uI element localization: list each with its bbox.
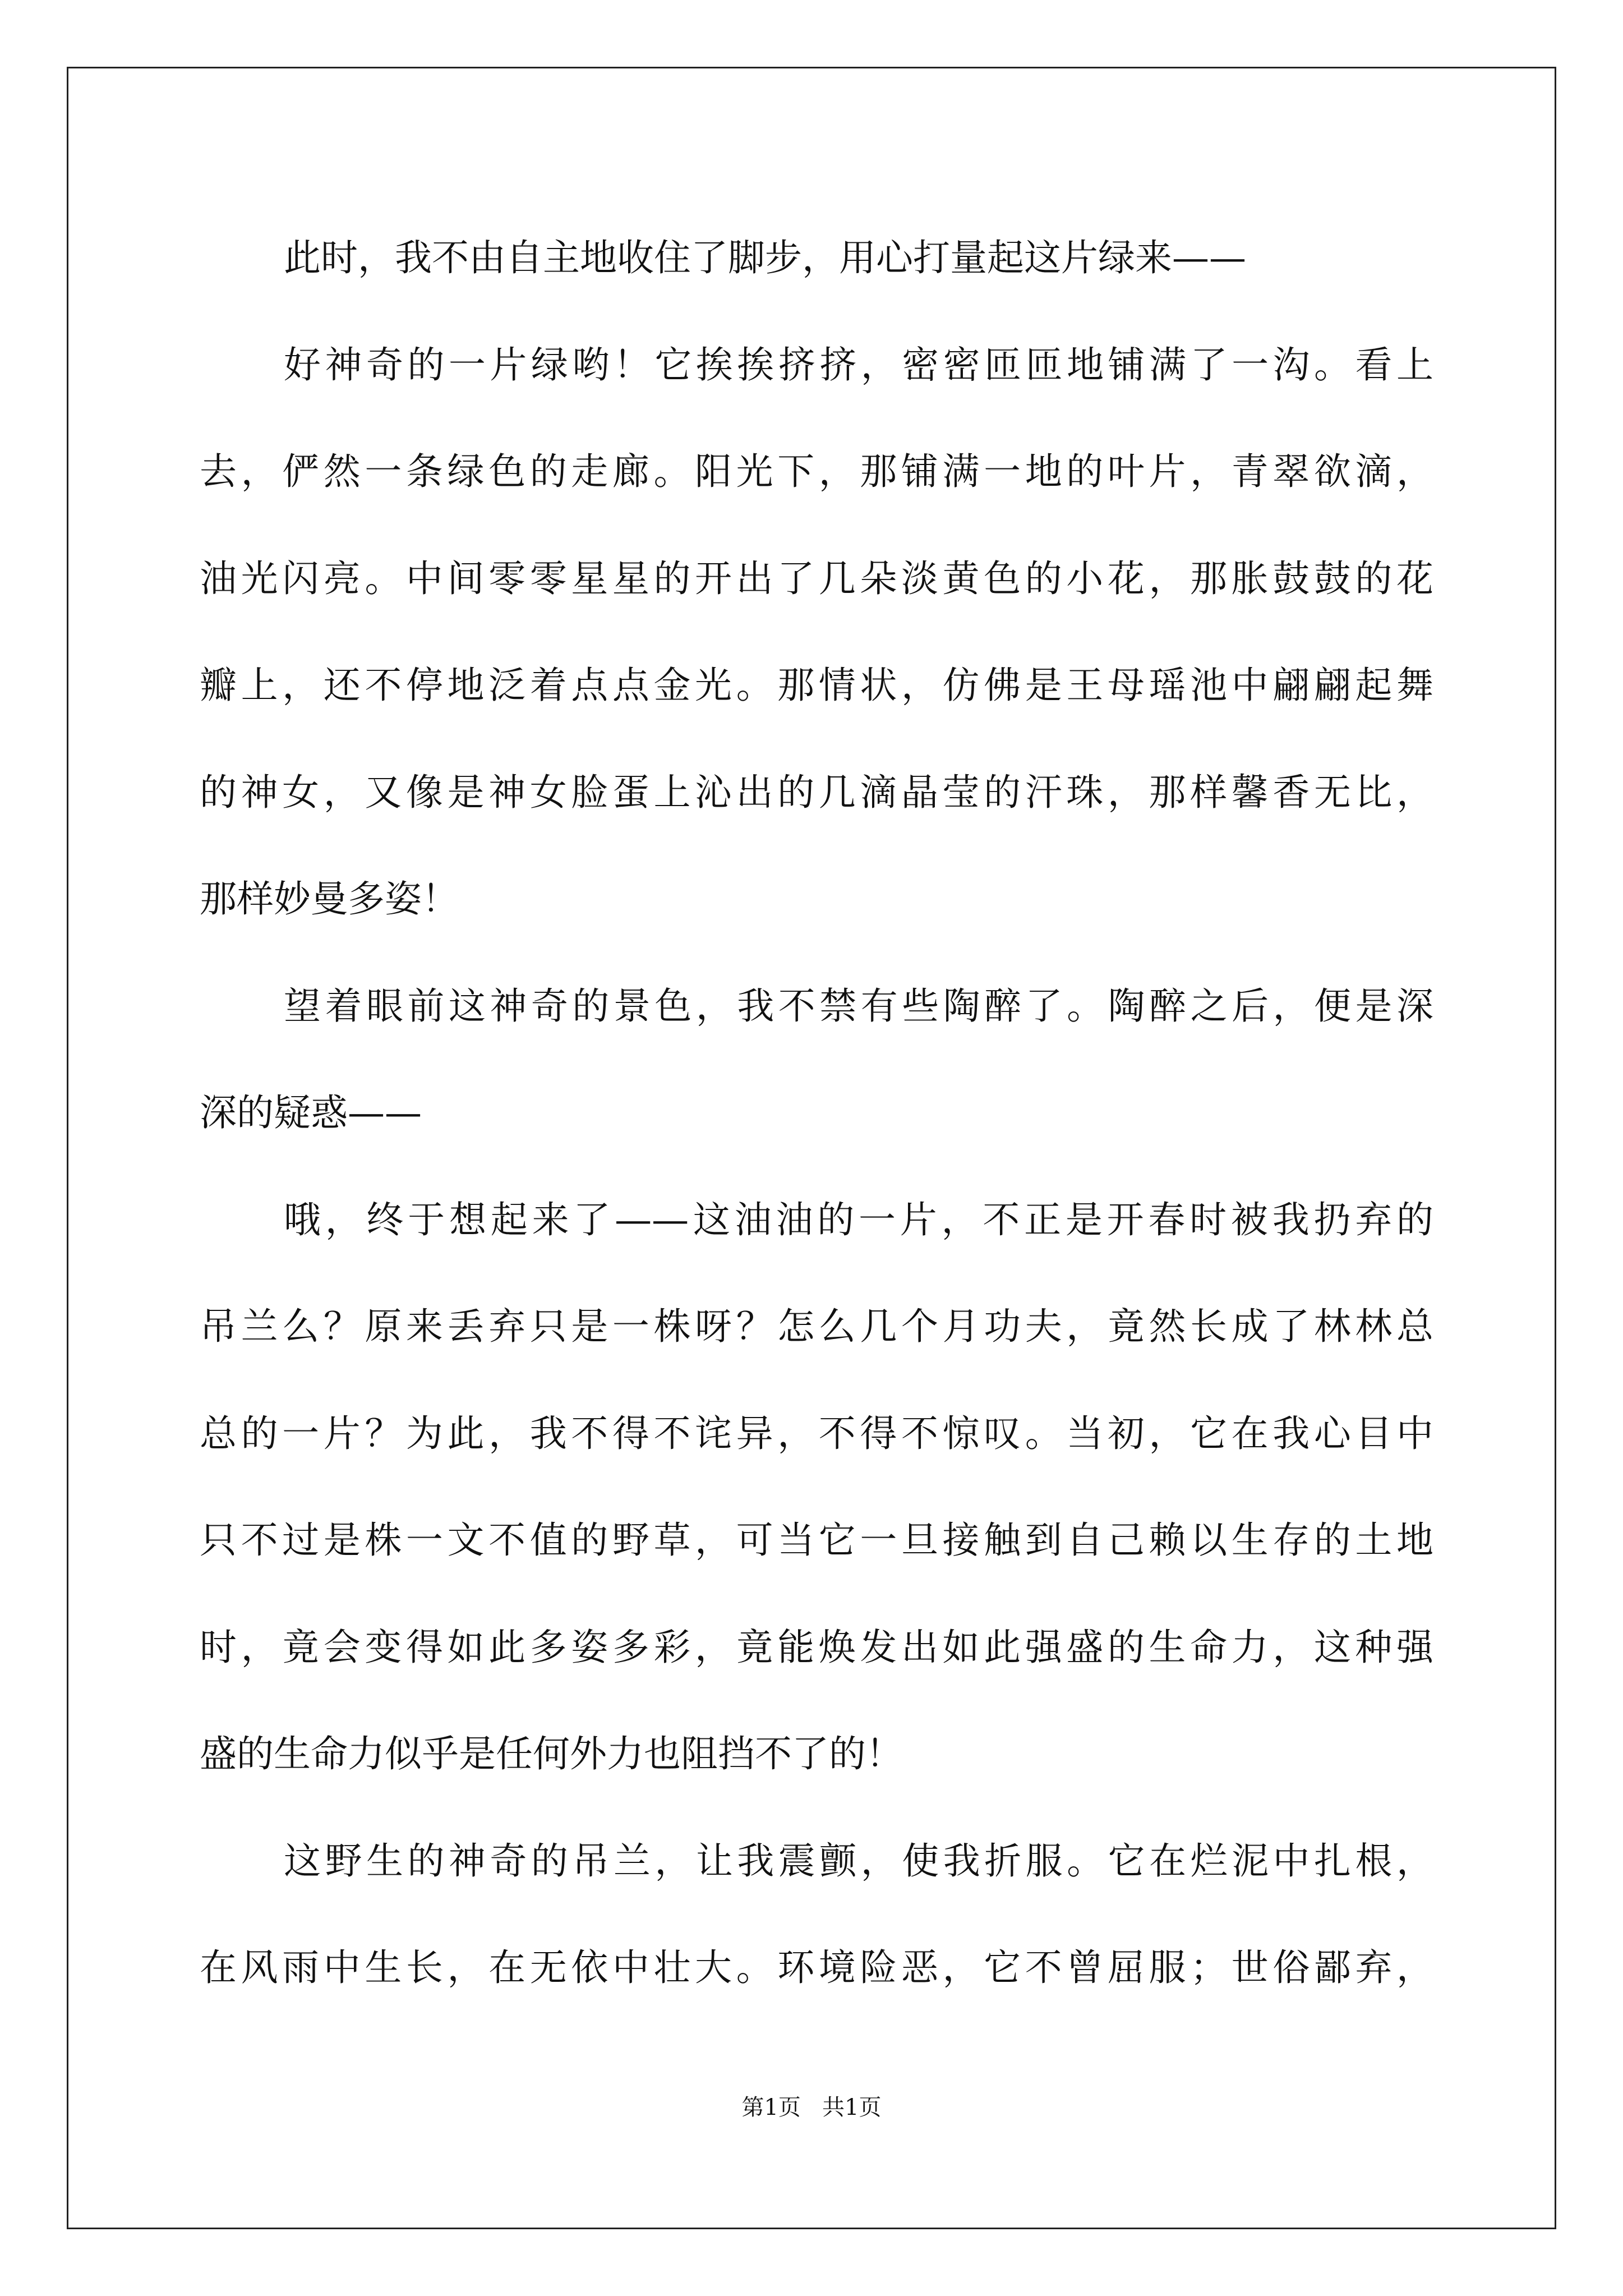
text-line: 的神女，又像是神女脸蛋上沁出的几滴晶莹的汗珠，那样馨香无比，: [200, 770, 1433, 814]
text-line: 在风雨中生长，在无依中壮大。环境险恶，它不曾屈服；世俗鄙弃，: [200, 1946, 1433, 1989]
text-line: 总的一片？为此，我不得不诧异，不得不惊叹。当初，它在我心目中: [200, 1411, 1433, 1455]
text-line: 这野生的神奇的吊兰，让我震颤，使我折服。它在烂泥中扎根，: [284, 1839, 1433, 1883]
text-line: 此时，我不由自主地收住了脚步，用心打量起这片绿来——: [284, 236, 1246, 279]
text-line: 望着眼前这神奇的景色，我不禁有些陶醉了。陶醉之后，便是深: [284, 984, 1433, 1028]
text-line: 去，俨然一条绿色的走廊。阳光下，那铺满一地的叶片，青翠欲滴，: [200, 450, 1433, 493]
text-line: 瓣上，还不停地泛着点点金光。那情状，仿佛是王母瑶池中翩翩起舞: [200, 664, 1433, 707]
body-text: [200, 205, 1433, 2022]
text-line: 哦，终于想起来了——这油油的一片，不正是开春时被我扔弃的: [284, 1198, 1433, 1241]
text-line: 吊兰么？原来丢弃只是一株呀？怎么几个月功夫，竟然长成了林林总: [200, 1305, 1433, 1348]
text-line: 深的疑惑——: [200, 1091, 422, 1134]
text-line: 盛的生命力似乎是任何外力也阻挡不了的！: [200, 1732, 903, 1775]
text-line: 油光闪亮。中间零零星星的开出了几朵淡黄色的小花，那胀鼓鼓的花: [200, 556, 1433, 600]
text-line: 只不过是株一文不值的野草，可当它一旦接触到自己赖以生存的土地: [200, 1519, 1433, 1562]
text-line: 好神奇的一片绿哟！它挨挨挤挤，密密匝匝地铺满了一沟。看上: [284, 343, 1433, 386]
page-number-footer: 第1页 共1页: [741, 2095, 882, 2120]
text-line: 时，竟会变得如此多姿多彩，竟能焕发出如此强盛的生命力，这种强: [200, 1625, 1433, 1669]
text-line: 那样妙曼多姿！: [200, 877, 459, 921]
